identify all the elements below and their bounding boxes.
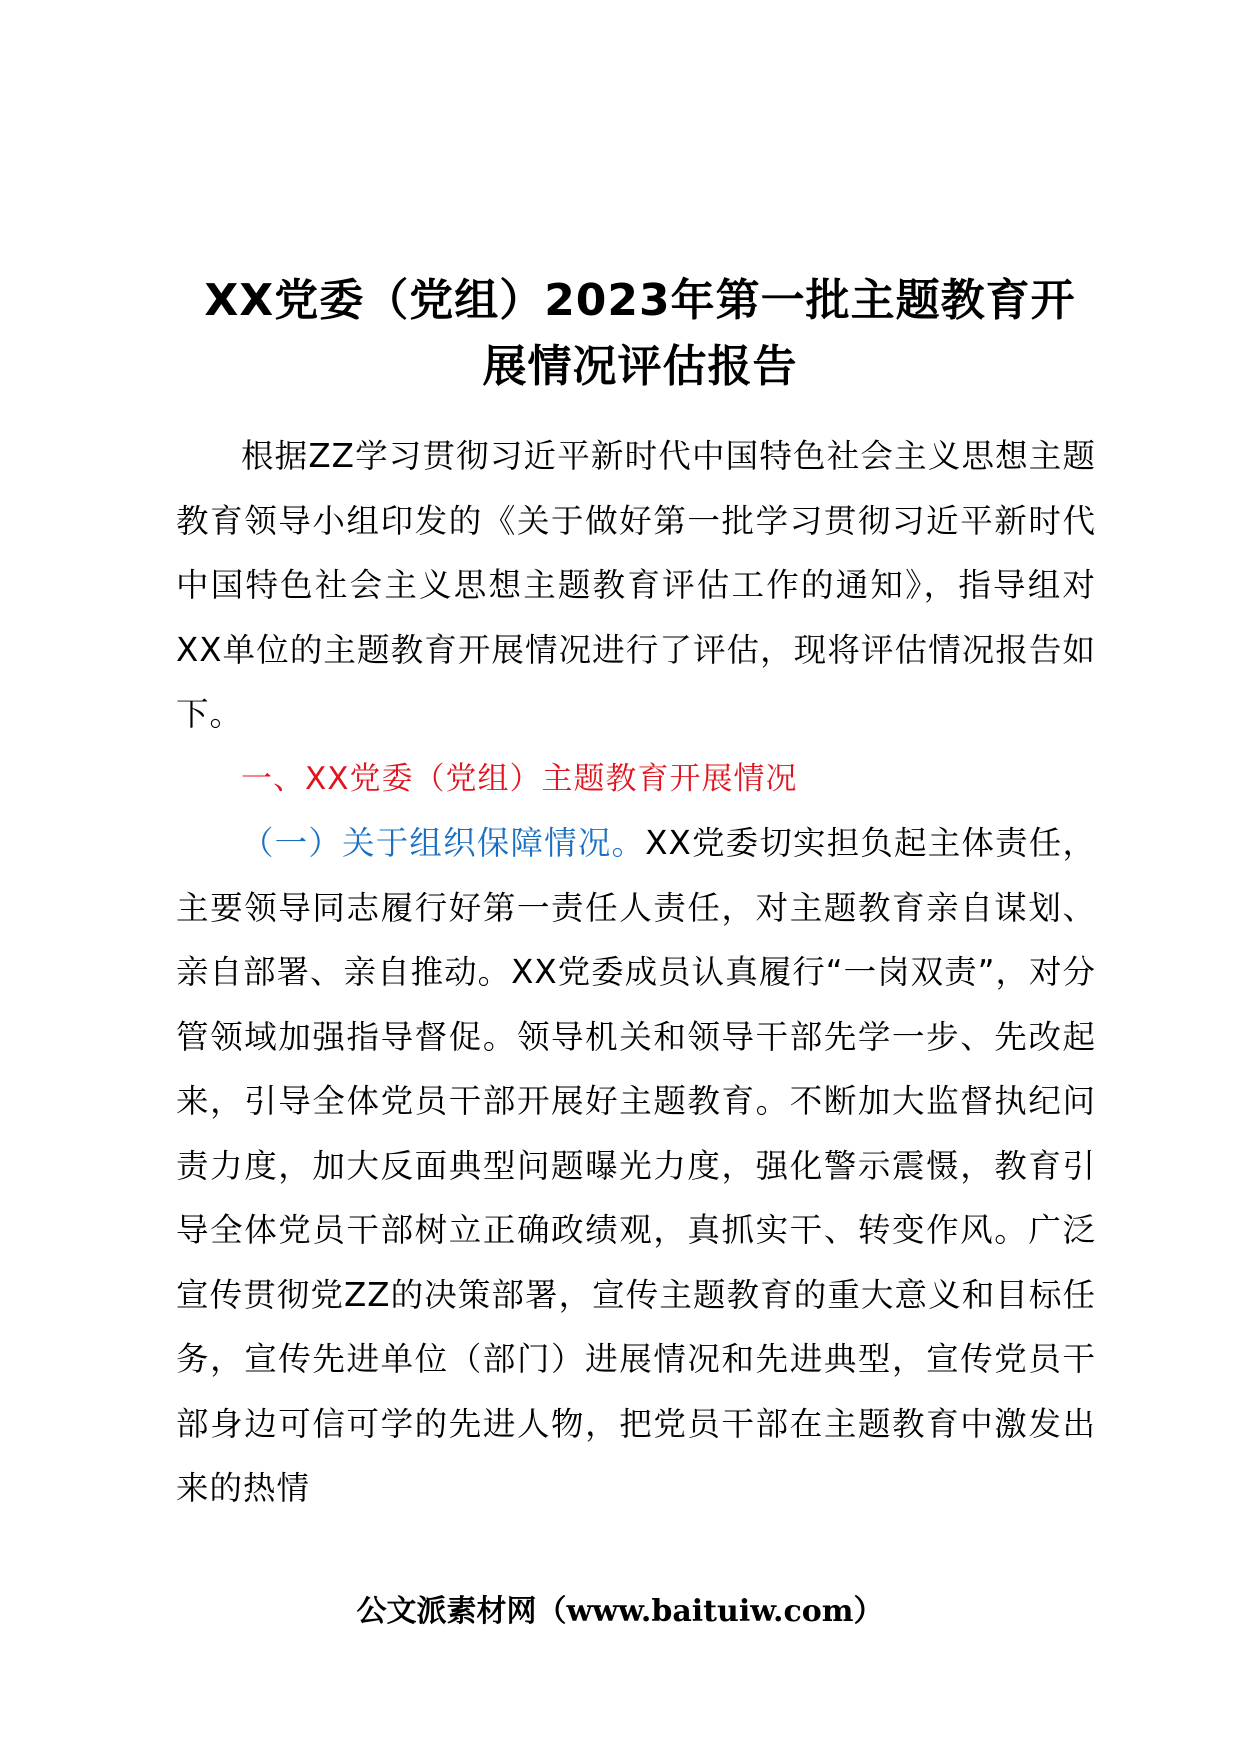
title-line-1: XX党委（党组）2023年第一批主题教育开 bbox=[204, 275, 1076, 326]
footer-watermark: 公文派素材网（www.baituiw.com） bbox=[356, 1594, 884, 1629]
document-title bbox=[160, 268, 1120, 400]
section-heading-1: 一、XX党委（党组）主题教育开展情况 bbox=[241, 760, 798, 797]
subsection-paragraph-1 bbox=[176, 811, 1096, 1521]
subsection-label-1: （一）关于组织保障情况。 bbox=[241, 824, 646, 862]
intro-paragraph: 根据ZZ学习贯彻习近平新时代中国特色社会主义思想主题教育领导小组印发的《关于做好第一批学习贯彻习近平新时代中国特色社会主义思想主题教育评估工作的通知》，指导组对XX单位的主题教育开展情况进行了评估，现将评估情况报告如下。 bbox=[176, 437, 1096, 733]
title-line-2: 展情况评估报告 bbox=[482, 341, 798, 392]
subsection-text-1: XX党委切实担负起主体责任，主要领导同志履行好第一责任人责任，对主题教育亲自谋划、亲自部署、亲自推动。XX党委成员认真履行“一岗双责”，对分管领域加强指导督促。领导机关和领导干部先学一步、先改起来，引导全体党员干部开展好主题教育。不断加大监督执纪问责力度，加大反面典型问题曝光力度，强化警示震慑，教育引导全体党员干部树立正确政绩观，真抓实干、转变作风。广泛宣传贯彻党ZZ的决策部署，宣传主题教育的重大意义和目标任务，宣传先进单位（部门）进展情况和先进典型，宣传党员干部身边可信可学的先进人物，把党员干部在主题教育中激发出来的热情 bbox=[176, 824, 1096, 1507]
document-body bbox=[176, 424, 1096, 1521]
